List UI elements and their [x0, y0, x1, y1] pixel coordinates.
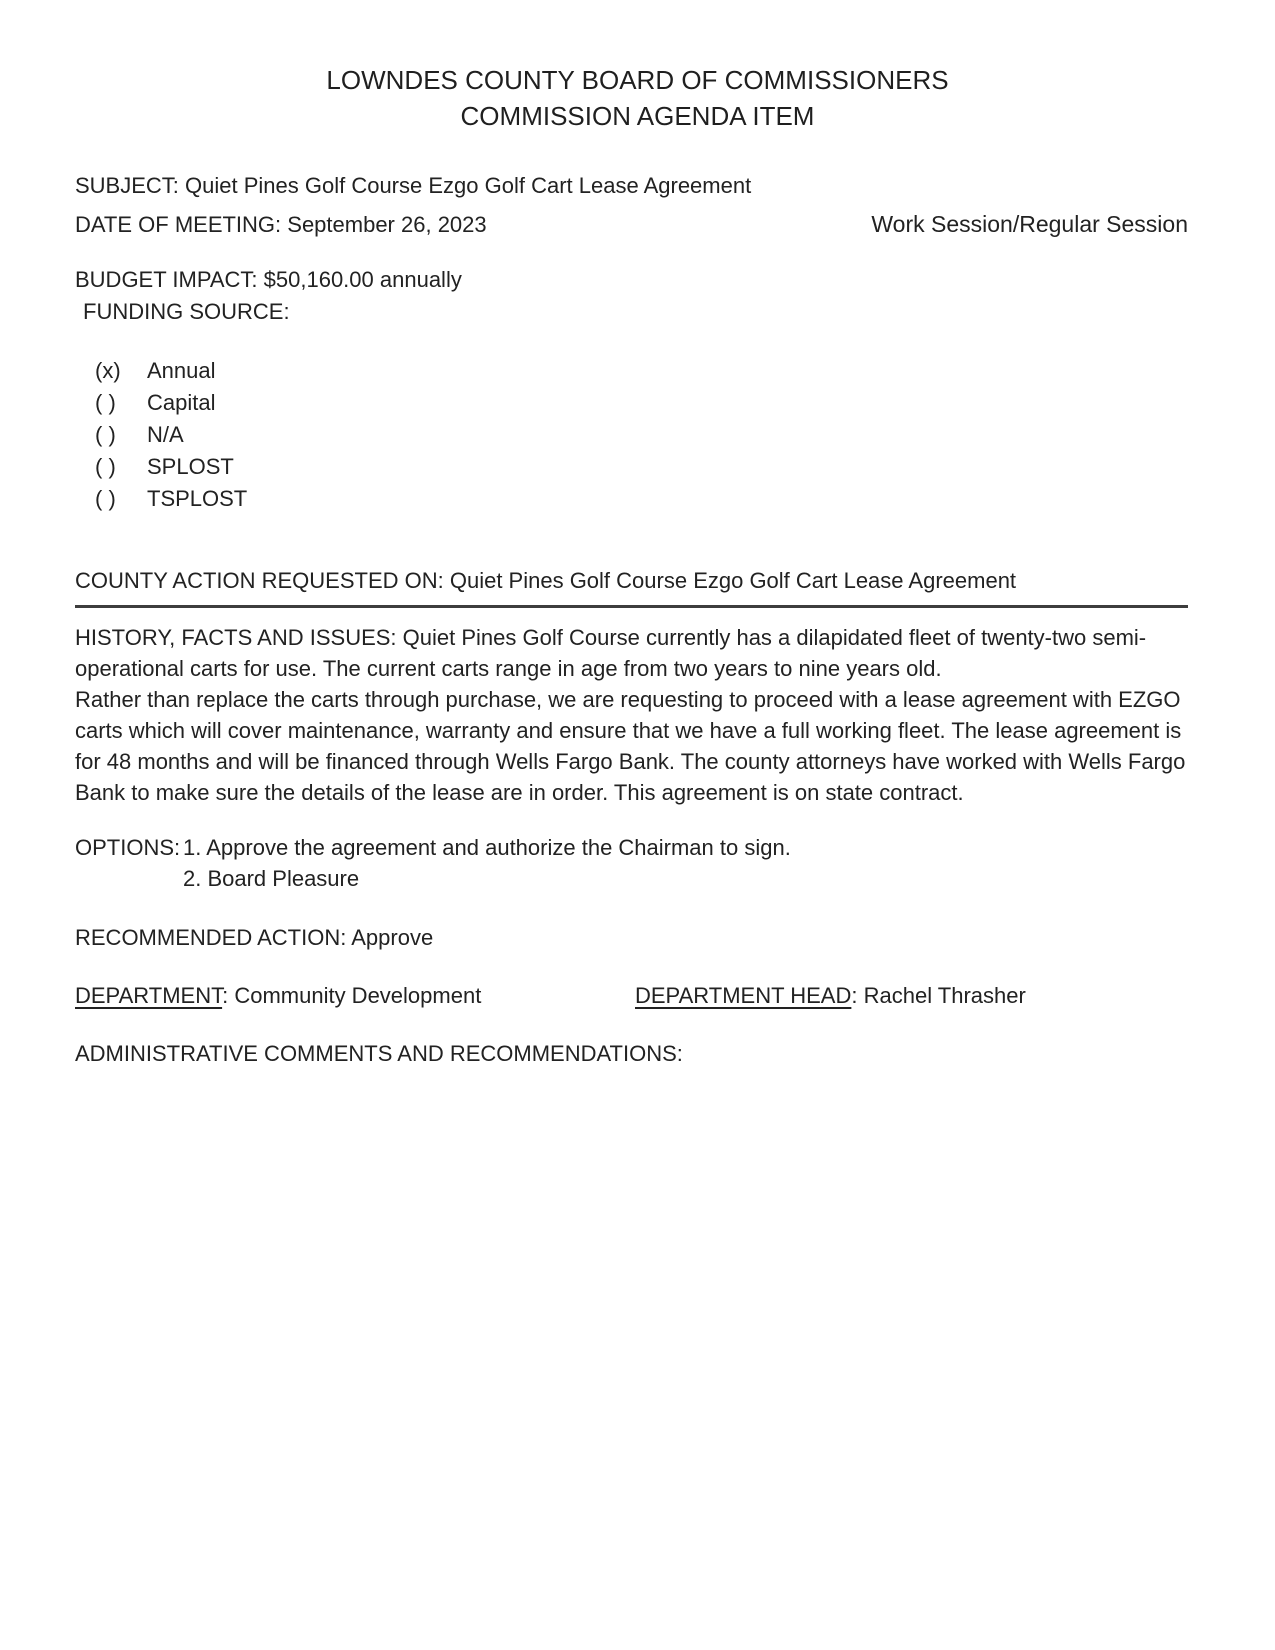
department-head-label: DEPARTMENT HEAD [635, 983, 852, 1008]
date-session-row [75, 209, 1188, 240]
funding-checkbox-annual: (x) [95, 358, 121, 383]
funding-source-label: FUNDING SOURCE: [83, 299, 290, 324]
funding-checkbox-splost: ( ) [95, 454, 116, 479]
document-title-line1: LOWNDES COUNTY BOARD OF COMMISSIONERS [326, 65, 949, 95]
department-value: : Community Development [222, 983, 482, 1008]
document-title-line2: COMMISSION AGENDA ITEM [460, 101, 815, 131]
budget-impact: BUDGET IMPACT: $50,160.00 annually [75, 267, 462, 292]
funding-option-label: TSPLOST [147, 486, 248, 511]
options-label: OPTIONS: [75, 835, 181, 860]
funding-option-annual [95, 355, 1188, 387]
date-of-meeting: DATE OF MEETING: September 26, 2023 [75, 212, 487, 237]
funding-option-na [95, 419, 1188, 451]
department-row [75, 980, 1188, 1011]
history-paragraph-2: Rather than replace the carts through purchase, we are requesting to proceed with a lease agreement with EZGO carts which will cover maintenance, warranty and ensure that we have a full working fleet. The lease agreement is for 48 months and will be financed through Wells Fargo Bank. The county attorneys have worked with Wells Fargo Bank to make sure the details of the lease are in order. This agreement is on state contract. [75, 687, 1186, 805]
funding-source-list [75, 355, 1188, 515]
funding-option-capital [95, 387, 1188, 419]
department-head [635, 980, 1026, 1011]
funding-option-label: Capital [147, 390, 216, 415]
funding-option-splost [95, 451, 1188, 483]
funding-option-tsplost [95, 483, 1188, 515]
administrative-comments: ADMINISTRATIVE COMMENTS AND RECOMMENDATIONS: [75, 1041, 683, 1066]
funding-option-label: N/A [147, 422, 184, 447]
history-paragraph-1: HISTORY, FACTS AND ISSUES: Quiet Pines Golf Course currently has a dilapidated fleet of twenty-two semi-operational carts for use. The current carts range in age from two years to nine years old. [75, 625, 1147, 681]
funding-checkbox-capital: ( ) [95, 390, 116, 415]
subject-line: SUBJECT: Quiet Pines Golf Course Ezgo Golf Cart Lease Agreement [75, 173, 752, 198]
funding-checkbox-na: ( ) [95, 422, 116, 447]
options-section [75, 832, 1188, 894]
option-item-1: 1. Approve the agreement and authorize the Chairman to sign. [183, 835, 791, 860]
funding-option-label: SPLOST [147, 454, 234, 479]
options-items [183, 832, 791, 894]
session-type: Work Session/Regular Session [871, 211, 1188, 237]
funding-option-label: Annual [147, 358, 216, 383]
county-action-requested: COUNTY ACTION REQUESTED ON: Quiet Pines Golf Course Ezgo Golf Cart Lease Agreement [75, 565, 1188, 608]
department-head-value: : Rachel Thrasher [851, 983, 1026, 1008]
funding-checkbox-tsplost: ( ) [95, 486, 116, 511]
option-item-2: 2. Board Pleasure [183, 866, 360, 891]
document-body [0, 170, 1275, 1069]
department [75, 980, 635, 1011]
department-label: DEPARTMENT [75, 983, 223, 1008]
recommended-action: RECOMMENDED ACTION: Approve [75, 925, 434, 950]
history-facts-issues [75, 622, 1188, 808]
document-header [0, 62, 1275, 134]
